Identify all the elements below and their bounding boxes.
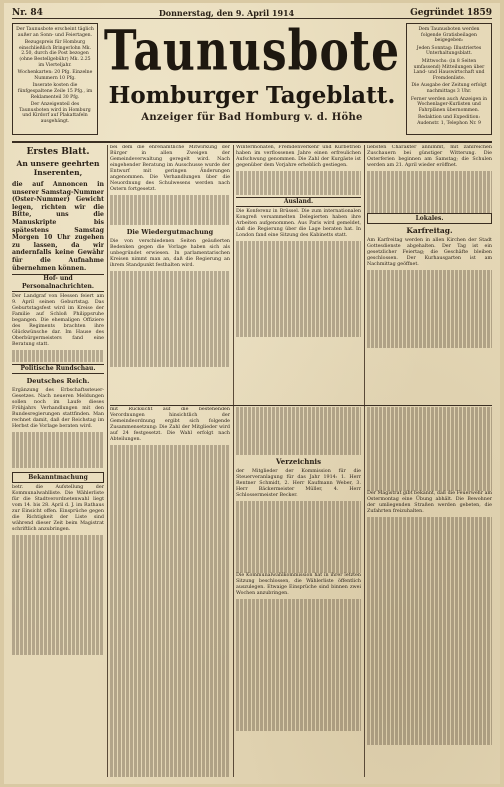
text-line	[236, 449, 361, 455]
section-text: Ergänzung des Erbschaftssteuer-Gesetzes. Nach neueren Meldungen sollen noch im Laufe dieses Frühjahrs Verhandlungen mit den Bundesregierungen stattfinden. Man rechnet damit, daß der Reichstag im Herbst die Vorlage beraten wird.	[12, 388, 104, 430]
list-heading: Verzeichnis	[275, 457, 322, 466]
column-heading: Die Wiedergutmachung	[126, 228, 214, 236]
newspaper-title: Taunusbote	[103, 19, 401, 84]
column-1	[12, 145, 104, 777]
section-heading: Lokales.	[367, 213, 492, 224]
section-heading: Politische Rundschau.	[12, 364, 104, 374]
lower-column-2	[236, 407, 361, 777]
text-line	[236, 567, 361, 573]
column-text: Am Karfreitag werden in allen Kirchen der Stadt Gottesdienste abgehalten. Der Tag ist ein gesetzlicher Feiertag; die Geschäfte bleiben geschlossen. Der Kurhausgarten ist am Nachmittag geöffnet.	[367, 238, 492, 267]
newspaper-page	[4, 3, 500, 784]
top-line	[12, 7, 492, 19]
column-separator	[364, 145, 365, 777]
lead-text: die auf Annoncen in unserer Samstag-Nummer (Oster-Nummer) Gewicht legen, richten wir die Bitte, uns die Manuskripte bis spätestens Samstag Morgen 10 Uhr zugehen zu lassen, da wir andernfalls keine Gewähr für die Aufnahme übernehmen können.	[12, 181, 104, 272]
column-4	[367, 145, 492, 403]
right-box-line: Mittwochs: (in 8 Seiten umfassend) Mitteilungen über Land- und Hauswirtschaft und Fremdenliste.	[413, 58, 485, 81]
right-box-line: Redaktion und Expedition: Audenstr. 1, Telephon Nr. 9	[417, 115, 481, 126]
text-line	[236, 725, 361, 731]
section-text: Der Landgraf von Hessen feiert am 9. April seinen Geburtstag. Das Geburtstagsfest wird im Kreise der Familie auf Schloß Philippsruhe begangen. Die ehemaligen Offiziere des Regiments brachten ihre Glückwünsche dar. Im Hause des Oberbürgermeisters fand eine Beratung statt.	[12, 294, 104, 348]
subsection-heading: Deutsches Reich.	[26, 377, 90, 386]
text-line	[367, 342, 492, 348]
column-separator	[107, 145, 108, 777]
text-line	[12, 649, 104, 655]
text-line	[110, 775, 230, 777]
column-text: Die Kommunalwahlkommission hat in ihrer letzten Sitzung beschlossen, die Wählerliste öffentlich auszulegen. Etwaige Einsprüche sind binnen zwei Wochen anzubringen.	[236, 573, 361, 596]
text-line	[12, 462, 104, 468]
text-line	[236, 331, 361, 337]
left-box-line: Bezugspreis für Homburg einschließlich Bringerlohn Mk. 2.50, durch die Post bezogen (ohne Bestellgebühr) Mk. 2.25 im Vierteljahr.	[18, 40, 92, 68]
text-line	[367, 485, 492, 491]
column-2	[110, 145, 230, 403]
lower-column-1	[110, 407, 230, 777]
masthead-rule	[12, 141, 492, 143]
article-heading: Karfreitag.	[406, 226, 453, 235]
newspaper-tagline: Anzeiger für Bad Homburg v. d. Höhe	[141, 112, 363, 123]
issue-number: Nr. 84	[12, 7, 43, 18]
column-text: Die von verschiedenen Seiten geäußerten Bedenken gegen die Vorlage haben sich als unbegründet erwiesen. In parlamentarischen Kreisen nimmt man an, daß die Regierung an ihrem Standpunkt festhalten wird.	[110, 239, 230, 268]
text-line	[110, 361, 230, 367]
list-text: der Mitglieder der Kommission für die Steuerveranlagung für das Jahr 1914: 1. Herr Rentner Schmidt, 2. Herr Kaufmann Weber, 3. Herr Bäckermeister Müller, 4. Herr Schlossermeister Becker.	[236, 469, 361, 498]
masthead	[102, 21, 402, 139]
left-box-line: Inserate kosten die fünfgespaltene Zeile 15 Pfg., im Reklamenteil 30 Pfg.	[17, 83, 93, 100]
section-heading: Hof- und Personalnachrichten.	[12, 274, 104, 292]
masthead-left-box	[12, 23, 98, 135]
right-box-line: Jeden Sonntag: Illustriertes Unterhaltungsblatt.	[416, 45, 482, 57]
text-line	[110, 219, 230, 225]
right-box-line: Dem Taunusboten werden folgende Gratisbeilagen beigegeben:	[418, 27, 480, 44]
column-text: Wintermonaten, Fremdenverkehr und Kurbetrieb haben im verflossenen Jahre einen erfreulichen Aufschwung genommen. Die Zahl der Kurgäste ist gegenüber dem Vorjahre erheblich gestiegen.	[236, 145, 361, 168]
text-line	[367, 207, 492, 213]
edition-heading: Erstes Blatt.	[26, 147, 90, 157]
column-text: Der Magistrat gibt bekannt, daß die Feuerwehr am Ostermontag eine Übung abhält. Die Bewohner der umliegenden Straßen werden gebeten, die Zufahrten freizuhalten.	[367, 491, 492, 514]
text-line	[236, 189, 361, 195]
section-heading: Ausland.	[236, 197, 361, 207]
announcement-heading: Bekanntmachung	[12, 472, 104, 483]
lower-column-3	[367, 407, 492, 777]
newspaper-subtitle: Homburger Tageblatt.	[108, 82, 396, 109]
column-text: liebsten Charakter annimmt, mit zahlreichen Zuschauern bei günstiger Witterung. Die Osterferien beginnen am Samstag; die Schulen werden am 21. April wieder eröffnet.	[367, 145, 492, 168]
text-line	[12, 356, 104, 362]
column-3	[236, 145, 361, 403]
right-box-line: Ferner werden auch Anzeigen in Wochenlager-Kurlisten und Fahrplänen übernommen.	[410, 96, 488, 113]
left-box-line: Wochenkarten: 20 Pfg. Einzelne Nummern 10 Pfg.	[17, 70, 93, 81]
column-separator	[233, 145, 234, 777]
column-text: Die Konferenz in Brüssel. Die zum internationalen Kongreß versammelten Delegierten haben ihre Arbeiten aufgenommen. Aus Paris wird gemeldet, daß die Regierung über die Lage beraten hat. In London fand eine Sitzung des Kabinetts statt.	[236, 209, 361, 238]
text-line	[367, 739, 492, 745]
column-text: bei dem die ehrenamtliche Mitwirkung der Bürger in allen Zweigen der Gemeindeverwaltung geregelt wird. Nach eingehender Beratung im Ausschusse wurde der Entwurf mit geringen Änderungen angenommen. Die Verhandlungen über die Neuordnung des Schulwesens werden nach Ostern fortgesetzt.	[110, 145, 230, 192]
lead-heading: An unsere geehrten Inserenten,	[16, 159, 100, 177]
right-box-line: Die Ausgabe der Zeitung erfolgt nachmittags 3 Uhr.	[411, 83, 487, 94]
left-box-line: Der Taunusbote erscheint täglich außer an Sonn- und Feiertagen.	[16, 27, 94, 38]
founded-year: Gegründet 1859	[410, 7, 492, 18]
column-text: mit Rücksicht auf die bestehenden Verordnungen hinsichtlich der Gemeindeordnung ergibt sich folgende Zusammensetzung: Die Zahl der Mitglieder wird auf 24 festgesetzt. Die Wahl erfolgt nach Abteilungen.	[110, 407, 230, 442]
section-rule	[110, 405, 492, 406]
left-box-line: Der Anzeigenteil des Taunusboten wird in Homburg und Kirdorf auf Plakattafeln ausgehängt.	[19, 102, 91, 124]
announcement-text: betr. die Aufstellung der Kommunalwahlliste. Die Wählerliste für die Stadtverordnetenwahl liegt vom 14. bis 28. April d. J. im Rathaus zur Einsicht offen. Einsprüche gegen die Richtigkeit der Liste sind während dieser Zeit beim Magistrat schriftlich anzubringen.	[12, 485, 104, 533]
masthead-right-box	[406, 23, 492, 135]
issue-date: Donnerstag, den 9. April 1914	[158, 7, 295, 18]
